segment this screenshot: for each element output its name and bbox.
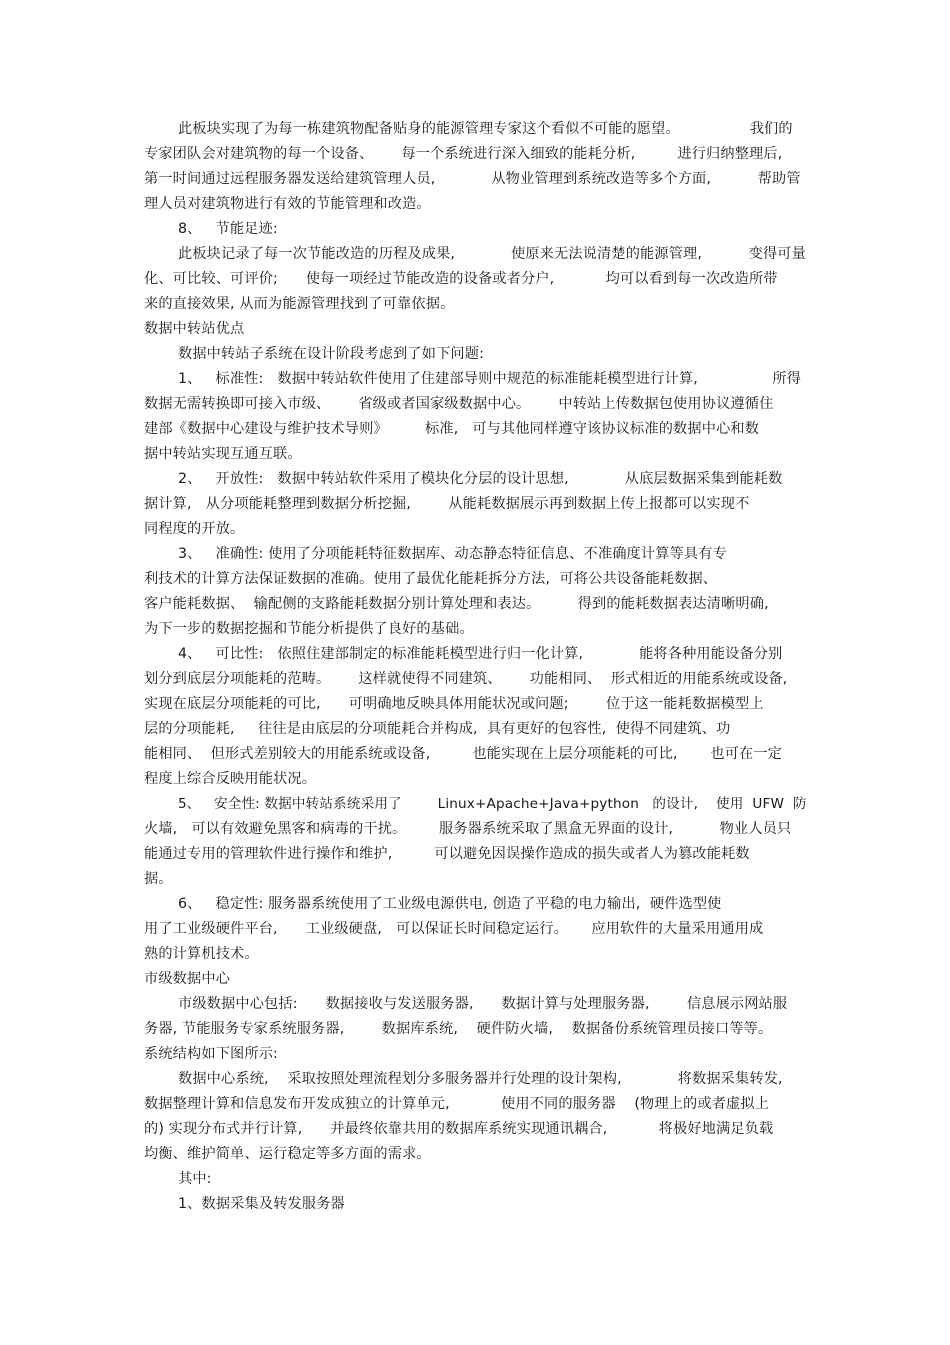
text-line: 的) 实现分布式并行计算, 并最终依靠共用的数据库系统实现通讯耦合, 将极好地满足负载 xyxy=(144,1121,774,1137)
text-line: 此板块实现了为每一栋建筑物配备贴身的能源管理专家这个看似不可能的愿望。 我们的 xyxy=(178,121,793,137)
text-line: 据中转站实现互通互联。 xyxy=(144,446,302,462)
text-line: 用了工业级硬件平台, 工业级硬盘, 可以保证长时间稳定运行。 应用软件的大量采用通用成 xyxy=(144,921,764,937)
text-line: 3、 准确性: 使用了分项能耗特征数据库、动态静态特征信息、不准确度计算等具有专 xyxy=(178,546,727,562)
text-line: 5、 安全性: 数据中转站系统采用了 Linux+Apache+Java+python 的设计, 使用 UFW 防 xyxy=(178,796,807,812)
text-line: 熟的计算机技术。 xyxy=(144,946,259,962)
text-line: 数据整理计算和信息发布开发成独立的计算单元, 使用不同的服务器 (物理上的或者虚拟上 xyxy=(144,1096,770,1112)
section-heading: 市级数据中心 xyxy=(144,971,231,987)
text-line: 客户能耗数据、 输配侧的支路能耗数据分别计算处理和表达。 得到的能耗数据表达清晰明确, xyxy=(144,596,769,612)
text-line: 2、 开放性: 数据中转站软件采用了模块化分层的设计思想, 从底层数据采集到能耗数 xyxy=(178,471,783,487)
text-line: 此板块记录了每一次节能改造的历程及成果, 使原来无法说清楚的能源管理, 变得可量 xyxy=(178,246,806,262)
text-line: 数据无需转换即可接入市级、 省级或者国家级数据中心。 中转站上传数据包使用协议遵循住 xyxy=(144,396,774,412)
text-line: 4、 可比性: 依照住建部制定的标准能耗模型进行归一化计算, 能将各种用能设备分别 xyxy=(178,646,783,662)
text-line: 程度上综合反映用能状况。 xyxy=(144,771,317,787)
text-line: 系统结构如下图所示: xyxy=(144,1046,278,1062)
text-line: 专家团队会对建筑物的每一个设备、 每一个系统进行深入细致的能耗分析, 进行归纳整理后, xyxy=(144,146,783,162)
text-line: 市级数据中心包括: 数据接收与发送服务器, 数据计算与处理服务器, 信息展示网站服 xyxy=(178,996,788,1012)
text-line: 据。 xyxy=(144,871,173,887)
text-line: 火墙, 可以有效避免黑客和病毒的干扰。 服务器系统采取了黑盒无界面的设计, 物业人员只 xyxy=(144,821,792,837)
text-line: 利技术的计算方法保证数据的准确。使用了最优化能耗拆分方法, 可将公共设备能耗数据、 xyxy=(144,571,718,587)
text-line: 1、 标准性: 数据中转站软件使用了住建部导则中规范的标准能耗模型进行计算, 所得 xyxy=(178,371,802,387)
text-line: 据计算, 从分项能耗整理到数据分析挖掘, 从能耗数据展示再到数据上传上报都可以实现不 xyxy=(144,496,750,512)
section-heading: 数据中转站优点 xyxy=(144,321,245,337)
text-line: 数据中心系统, 采取按照处理流程划分多服务器并行处理的设计架构, 将数据采集转发, xyxy=(178,1071,783,1087)
text-line: 同程度的开放。 xyxy=(144,521,245,537)
text-line: 实现在底层分项能耗的可比, 可明确地反映具体用能状况或问题; 位于这一能耗数据模型上 xyxy=(144,696,764,712)
text-line: 划分到底层分项能耗的范畴。 这样就使得不同建筑、 功能相同、 形式相近的用能系统或设备, xyxy=(144,671,788,687)
text-line: 能相同、 但形式差别较大的用能系统或设备, 也能实现在上层分项能耗的可比, 也可在一定 xyxy=(144,746,783,762)
text-line: 1、数据采集及转发服务器 xyxy=(178,1196,345,1212)
text-line: 建部《数据中心建设与维护技术导则》 标准, 可与其他同样遵守该协议标准的数据中心和数 xyxy=(144,421,760,437)
text-line: 6、 稳定性: 服务器系统使用了工业级电源供电, 创造了平稳的电力输出, 硬件选型使 xyxy=(178,896,722,912)
text-line: 化、可比较、可评价; 使每一项经过节能改造的设备或者分户, 均可以看到每一次改造所带 xyxy=(144,271,778,287)
text-line: 来的直接效果, 从而为能源管理找到了可靠依据。 xyxy=(144,296,455,312)
text-line: 务器, 节能服务专家系统服务器, 数据库系统, 硬件防火墙, 数据备份系统管理员接口等等。 xyxy=(144,1021,773,1037)
text-line: 其中: xyxy=(178,1171,212,1187)
text-line: 层的分项能耗, 往往是由底层的分项能耗合并构成, 具有更好的包容性, 使得不同建筑、功 xyxy=(144,721,731,737)
text-line: 第一时间通过远程服务器发送给建筑管理人员, 从物业管理到系统改造等多个方面, 帮助管 xyxy=(144,171,801,187)
text-line: 数据中转站子系统在设计阶段考虑到了如下问题: xyxy=(178,346,485,362)
text-line: 8、 节能足迹: xyxy=(178,221,278,237)
text-line: 均衡、维护简单、运行稳定等多方面的需求。 xyxy=(144,1146,431,1162)
text-line: 理人员对建筑物进行有效的节能管理和改造。 xyxy=(144,196,431,212)
text-line: 能通过专用的管理软件进行操作和维护, 可以避免因误操作造成的损失或者人为篡改能耗数 xyxy=(144,846,750,862)
text-line: 为下一步的数据挖掘和节能分析提供了良好的基础。 xyxy=(144,621,474,637)
